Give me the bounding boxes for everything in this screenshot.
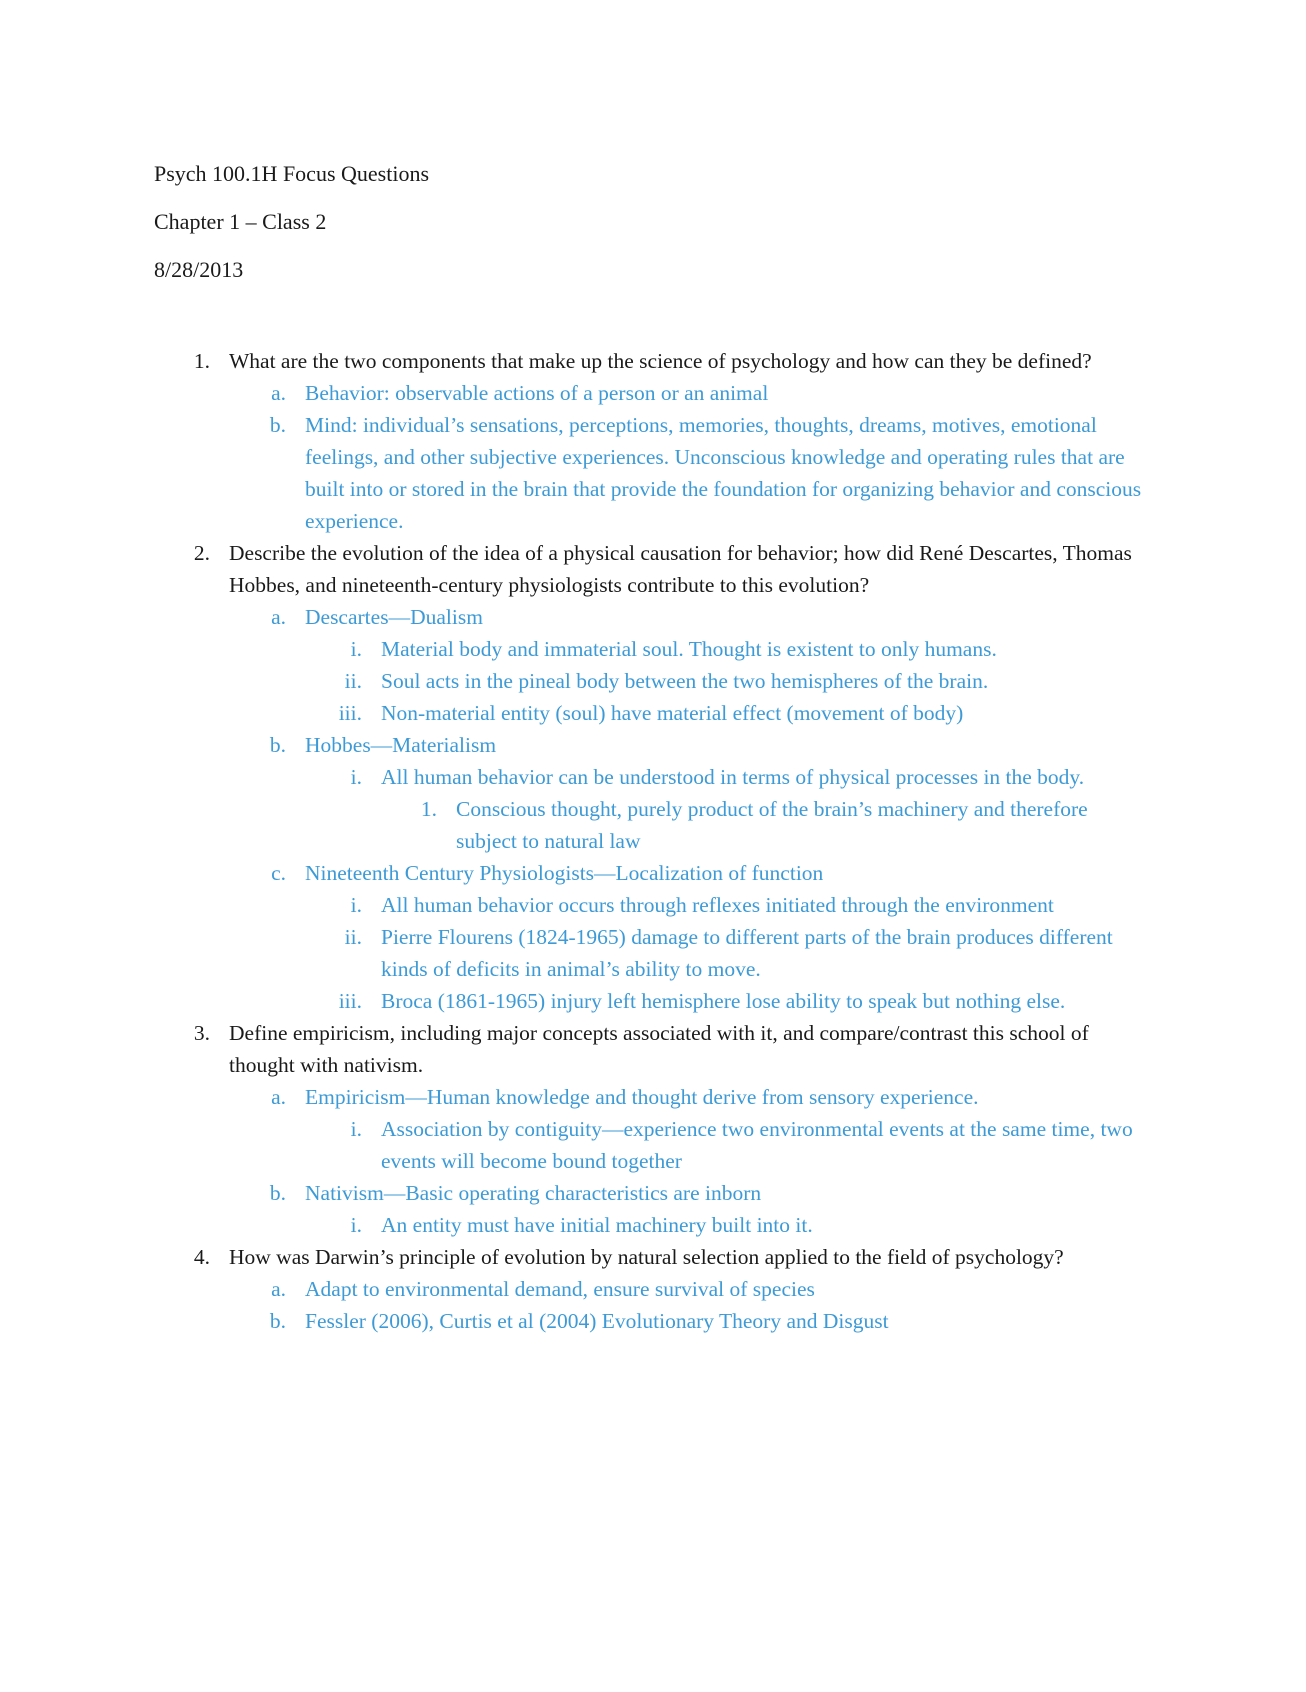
answer-subitem-text: Broca (1861-1965) injury left hemisphere lose ability to speak but nothing else. xyxy=(381,989,1066,1013)
question-number: 4. xyxy=(193,1245,210,1269)
answer-item xyxy=(0,1305,1151,1337)
answer-item-text: Adapt to environmental demand, ensure survival of species xyxy=(305,1277,815,1301)
answer-item xyxy=(0,1273,1151,1305)
answer-subitem-text: All human behavior can be understood in terms of physical processes in the body. xyxy=(381,765,1085,789)
answer-item-marker: b. xyxy=(269,733,286,757)
answer-item xyxy=(0,1081,1151,1113)
answer-item-text: Descartes—Dualism xyxy=(305,605,483,629)
answer-subitem-marker: i. xyxy=(350,893,362,917)
answer-subitem-text: All human behavior occurs through reflexes initiated through the environment xyxy=(381,893,1054,917)
chapter-line: Chapter 1 – Class 2 xyxy=(154,209,327,234)
date-line: 8/28/2013 xyxy=(154,257,244,282)
answer-subitem-marker: i. xyxy=(350,1117,362,1141)
answer-subitem xyxy=(0,697,1151,729)
question-text: Describe the evolution of the idea of a physical causation for behavior; how did René Descartes, Thomas Hobbes, and nineteenth-century physiologists contribute to this evolution? xyxy=(229,541,1132,597)
answer-subitem-marker: i. xyxy=(350,1213,362,1237)
question-number: 2. xyxy=(193,541,210,565)
answer-item xyxy=(0,1177,1151,1209)
answer-item-marker: c. xyxy=(271,861,286,885)
answer-subitem-text: Material body and immaterial soul. Thought is existent to only humans. xyxy=(381,637,997,661)
answer-subitem-text: Pierre Flourens (1824-1965) damage to different parts of the brain produces different kinds of deficits in animal’s ability to move. xyxy=(381,925,1113,981)
answer-item-text: Nativism—Basic operating characteristics are inborn xyxy=(305,1181,762,1205)
answer-subitem xyxy=(0,761,1151,793)
question-item xyxy=(0,1241,1149,1273)
answer-item-text: Hobbes—Materialism xyxy=(305,733,497,757)
answer-item-marker: b. xyxy=(269,413,286,437)
answer-item-text: Mind: individual’s sensations, perceptions, memories, thoughts, dreams, motives, emotional feelings, and other subjective experiences. Unconscious knowledge and operating rules that are built into or stored in the brain that provide the foundation for organizing behavior and conscious experience. xyxy=(305,413,1142,533)
answer-subsubitem-text: Conscious thought, purely product of the brain’s machinery and therefore subject to natural law xyxy=(456,797,1088,853)
answer-item xyxy=(0,729,1151,761)
answer-subitem xyxy=(0,633,1151,665)
answer-subitem-text: Soul acts in the pineal body between the two hemispheres of the brain. xyxy=(381,669,989,693)
answer-subitem-marker: ii. xyxy=(344,669,362,693)
answer-subitem-text: Association by contiguity—experience two environmental events at the same time, two events will become bound together xyxy=(381,1117,1133,1173)
answer-subitem-marker: iii. xyxy=(338,989,362,1013)
answer-subitem xyxy=(0,1209,1151,1241)
answer-subitem xyxy=(0,889,1151,921)
question-text: What are the two components that make up the science of psychology and how can they be defined? xyxy=(229,349,1092,373)
answer-subsubitem-marker: 1. xyxy=(420,797,437,821)
answer-item-text: Fessler (2006), Curtis et al (2004) Evolutionary Theory and Disgust xyxy=(305,1309,889,1333)
answer-subitem-text: Non-material entity (soul) have material effect (movement of body) xyxy=(381,701,964,725)
question-item xyxy=(0,1017,1149,1081)
answer-item xyxy=(0,377,1151,409)
document-header xyxy=(154,150,429,294)
answer-subitem xyxy=(0,665,1151,697)
answer-item xyxy=(0,857,1151,889)
answer-item-marker: a. xyxy=(271,381,286,405)
answer-subitem-marker: ii. xyxy=(344,925,362,949)
question-text: How was Darwin’s principle of evolution by natural selection applied to the field of psychology? xyxy=(229,1245,1064,1269)
answer-subitem-marker: iii. xyxy=(338,701,362,725)
answer-subitem-marker: i. xyxy=(350,765,362,789)
answer-item xyxy=(0,409,1151,537)
answer-item-text: Empiricism—Human knowledge and thought derive from sensory experience. xyxy=(305,1085,979,1109)
answer-item-marker: a. xyxy=(271,1085,286,1109)
answer-item xyxy=(0,601,1151,633)
question-number: 3. xyxy=(193,1021,210,1045)
answer-subitem xyxy=(0,921,1151,985)
answer-subitem-marker: i. xyxy=(350,637,362,661)
question-item xyxy=(0,537,1149,601)
course-title: Psych 100.1H Focus Questions xyxy=(154,161,430,186)
answer-item-marker: a. xyxy=(271,605,286,629)
question-number: 1. xyxy=(193,349,210,373)
answer-subitem-text: An entity must have initial machinery built into it. xyxy=(381,1213,813,1237)
question-text: Define empiricism, including major concepts associated with it, and compare/contrast this school of thought with nativism. xyxy=(229,1021,1089,1077)
answer-item-text: Behavior: observable actions of a person or an animal xyxy=(305,381,769,405)
answer-item-marker: b. xyxy=(269,1181,286,1205)
questions-list xyxy=(0,345,1306,1337)
question-item xyxy=(0,345,1149,377)
answer-item-text: Nineteenth Century Physiologists—Localization of function xyxy=(305,861,824,885)
answer-subitem xyxy=(0,985,1151,1017)
answer-subsubitem xyxy=(0,793,1150,857)
answer-subitem xyxy=(0,1113,1151,1177)
answer-item-marker: b. xyxy=(269,1309,286,1333)
answer-item-marker: a. xyxy=(271,1277,286,1301)
